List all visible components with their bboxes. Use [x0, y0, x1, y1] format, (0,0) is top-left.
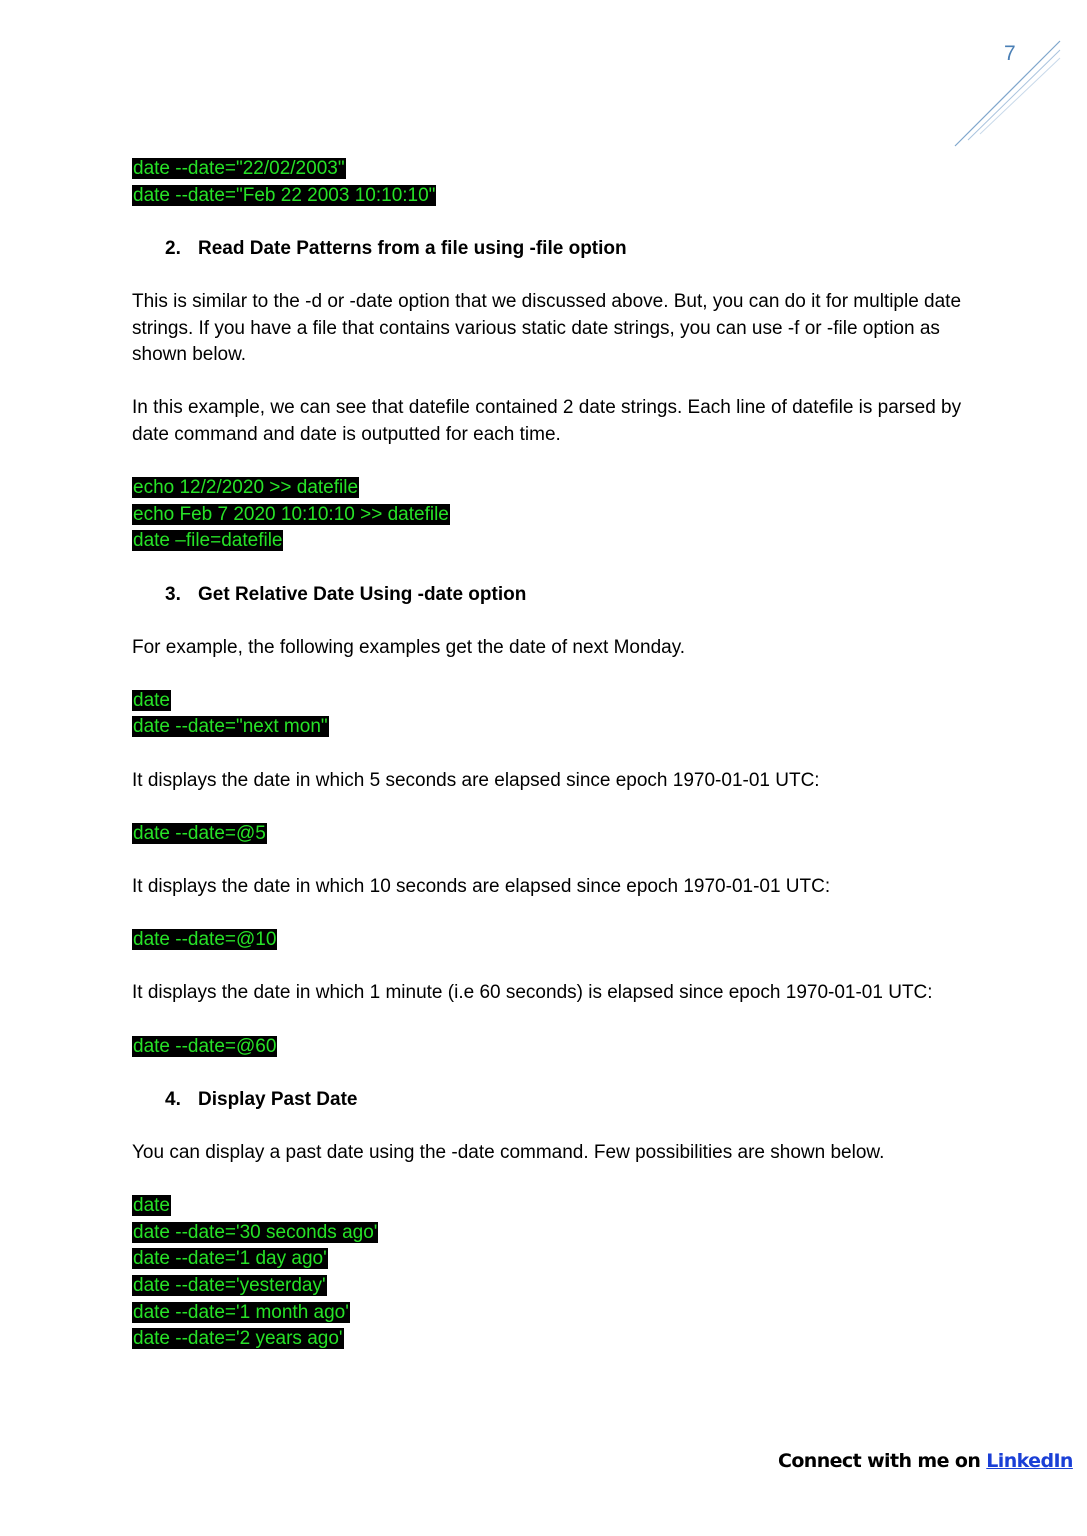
code-block [132, 1034, 962, 1061]
code-block [132, 821, 962, 848]
code-block [132, 475, 962, 555]
code-line: date --date='1 month ago' [133, 1301, 349, 1323]
page-number: 7 [1004, 42, 1016, 65]
code-line: date [133, 1195, 170, 1217]
code-block [132, 1193, 962, 1353]
code-line: date --date=@60 [133, 1035, 277, 1057]
section-number: 4. [165, 1088, 181, 1110]
code-line: date --date='30 seconds ago' [133, 1221, 378, 1243]
paragraph: For example, the following examples get the date of next Monday. [132, 636, 686, 658]
code-line: date --date="Feb 22 2003 10:10:10" [133, 184, 436, 206]
code-line: echo Feb 7 2020 10:10:10 >> datefile [133, 503, 449, 525]
footer [778, 1450, 1073, 1472]
section-title: Read Date Patterns from a file using -file option [198, 237, 627, 259]
code-line: date --date="next mon" [133, 716, 328, 738]
section-number: 3. [165, 583, 181, 605]
code-line: date [133, 689, 170, 711]
code-line: date –file=datefile [133, 530, 283, 552]
code-line: date --date='1 day ago' [133, 1248, 327, 1270]
code-line: date --date=@10 [133, 929, 277, 951]
section-heading [132, 236, 962, 263]
document-body [132, 156, 962, 1353]
section-title: Get Relative Date Using -date option [198, 583, 527, 605]
code-block [132, 688, 962, 741]
code-block [132, 927, 962, 954]
footer-text: Connect with me on [778, 1450, 987, 1472]
paragraph: In this example, we can see that datefile contained 2 date strings. Each line of datefile is parsed by date command and date is outputted for each time. [132, 397, 962, 445]
linkedin-link[interactable]: LinkedIn [986, 1450, 1073, 1472]
section-heading [132, 582, 962, 609]
code-line: date --date=@5 [133, 822, 266, 844]
code-line: date --date='yesterday' [133, 1274, 326, 1296]
code-line: echo 12/2/2020 >> datefile [133, 477, 359, 499]
paragraph: This is similar to the -d or -date option that we discussed above. But, you can do it for multiple date strings. If you have a file that contains various static date strings, you can use -f or -file option as shown below. [132, 290, 962, 366]
section-title: Display Past Date [198, 1088, 358, 1110]
code-block-top [132, 156, 962, 209]
corner-decoration [950, 36, 1065, 151]
section-heading [132, 1087, 962, 1114]
code-line: date --date="22/02/2003" [133, 158, 345, 179]
code-line: date --date='2 years ago' [133, 1328, 343, 1350]
paragraph: It displays the date in which 5 seconds are elapsed since epoch 1970-01-01 UTC: [132, 769, 820, 791]
section-number: 2. [165, 237, 181, 259]
paragraph: It displays the date in which 10 seconds are elapsed since epoch 1970-01-01 UTC: [132, 876, 831, 898]
paragraph: It displays the date in which 1 minute (i.e 60 seconds) is elapsed since epoch 1970-01-01 UTC: [132, 982, 933, 1004]
paragraph: You can display a past date using the -date command. Few possibilities are shown below. [132, 1141, 885, 1163]
